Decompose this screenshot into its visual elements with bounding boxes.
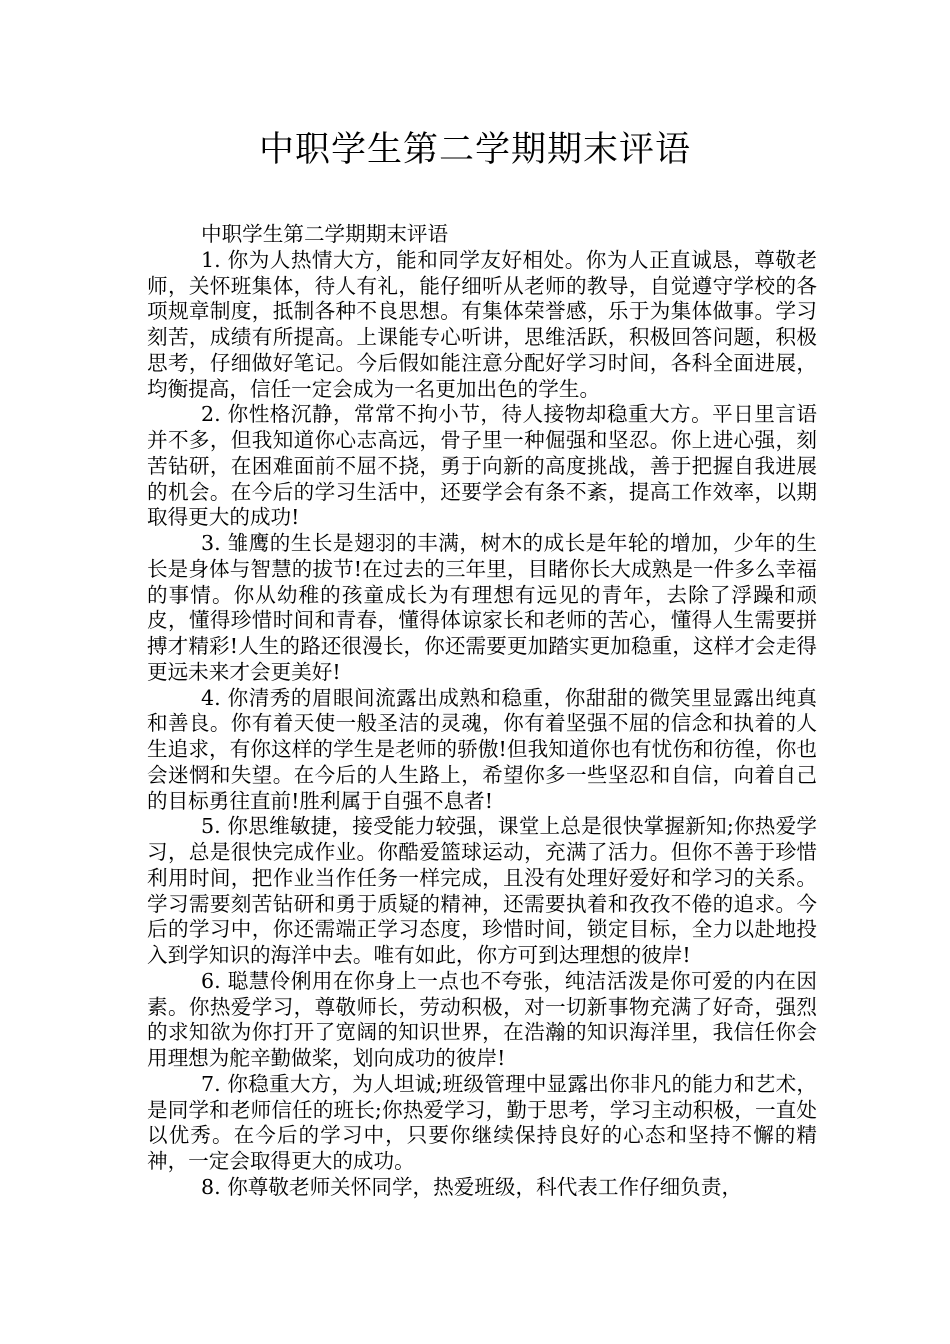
document-body [147,222,817,1201]
paragraph-6: 6. 聪慧伶俐用在你身上一点也不夸张，纯洁活泼是你可爱的内在因素。你热爱学习，尊敬师长，劳动积极，对一切新事物充满了好奇，强烈的求知欲为你打开了宽阔的知识世界，在浩瀚的知识海洋里，我信任你会用理想为舵辛勤做桨，划向成功的彼岸! [147,968,817,1070]
paragraph-7: 7. 你稳重大方，为人坦诚;班级管理中显露出你非凡的能力和艺术，是同学和老师信任的班长;你热爱学习，勤于思考，学习主动积极，一直处以优秀。在今后的学习中，只要你继续保持良好的心态和坚持不懈的精神，一定会取得更大的成功。 [147,1071,817,1173]
document-title: 中职学生第二学期期末评语 [258,130,691,170]
paragraph-2: 2. 你性格沉静，常常不拘小节，待人接物却稳重大方。平日里言语并不多，但我知道你心志高远，骨子里一种倔强和坚忍。你上进心强，刻苦钻研，在困难面前不屈不挠，勇于向新的高度挑战，善于把握自我进展的机会。在今后的学习生活中，还要学会有条不紊，提高工作效率，以期取得更大的成功! [147,402,817,530]
document-subtitle: 中职学生第二学期期末评语 [201,222,449,246]
paragraph-8: 8. 你尊敬老师关怀同学，热爱班级，科代表工作仔细负责， [201,1174,743,1199]
paragraph-3: 3. 雏鹰的生长是翅羽的丰满，树木的成长是年轮的增加，少年的生长是身体与智慧的拔节!在过去的三年里，目睹你长大成熟是一件多么幸福的事情。你从幼稚的孩童成长为有理想有远见的青年，去除了浮躁和顽皮，懂得珍惜时间和青春，懂得体谅家长和老师的苦心，懂得人生需要拼搏才精彩!人生的路还很漫长，你还需要更加踏实更加稳重，这样才会走得更远未来才会更美好! [147,531,817,684]
paragraph-5: 5. 你思维敏捷，接受能力较强，课堂上总是很快掌握新知;你热爱学习，总是很快完成作业。你酷爱篮球运动，充满了活力。但你不善于珍惜利用时间，把作业当作任务一样完成，且没有处理好爱好和学习的关系。学习需要刻苦钻研和勇于质疑的精神，还需要执着和孜孜不倦的追求。今后的学习中，你还需端正学习态度，珍惜时间，锁定目标，全力以赴地投入到学知识的海洋中去。唯有如此，你方可到达理想的彼岸! [147,814,817,967]
paragraph-4: 4. 你清秀的眉眼间流露出成熟和稳重，你甜甜的微笑里显露出纯真和善良。你有着天使一般圣洁的灵魂，你有着坚强不屈的信念和执着的人生追求，有你这样的学生是老师的骄傲!但我知道你也有忧伤和彷徨，你也会迷惘和失望。在今后的人生路上，希望你多一些坚忍和自信，向着自己的目标勇往直前!胜利属于自强不息者! [147,685,817,813]
paragraph-1: 1. 你为人热情大方，能和同学友好相处。你为人正直诚恳，尊敬老师，关怀班集体，待人有礼，能仔细听从老师的教导，自觉遵守学校的各项规章制度，抵制各种不良思想。有集体荣誉感，乐于为集体做事。学习刻苦，成绩有所提高。上课能专心听讲，思维活跃，积极回答问题，积极思考，仔细做好笔记。今后假如能注意分配好学习时间，各科全面进展，均衡提高，信任一定会成为一名更加出色的学生。 [147,247,817,401]
